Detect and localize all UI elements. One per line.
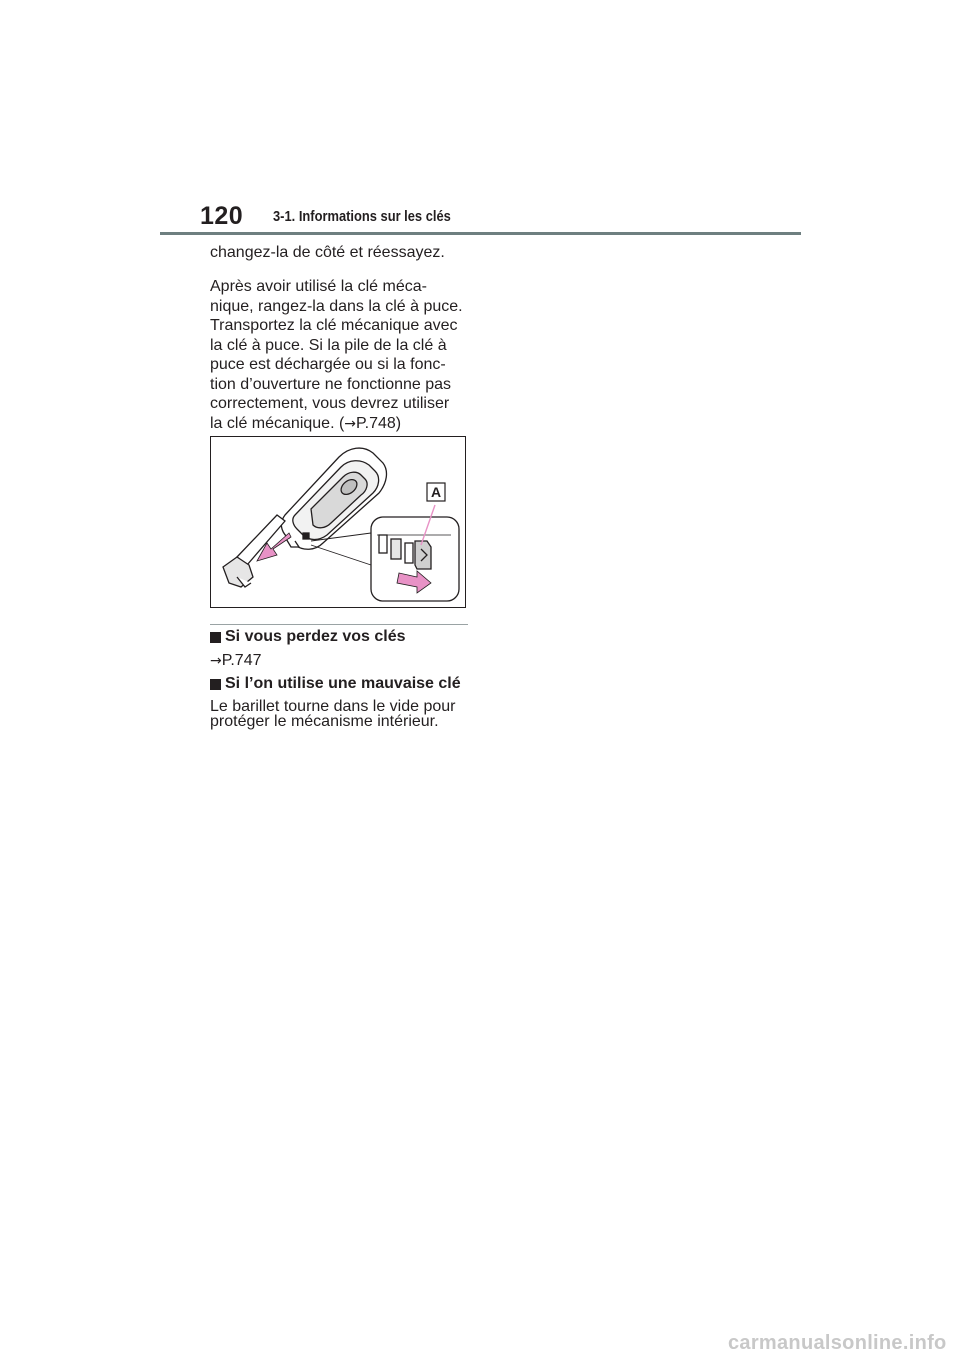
key-illustration: [210, 436, 466, 608]
paragraph-line: Le barillet tourne dans le vide pour: [210, 698, 456, 715]
paragraph-line: protéger le mécanisme intérieur.: [210, 713, 439, 730]
header-rule: [160, 232, 801, 235]
zoom-detail: [371, 517, 459, 601]
bullet-square-icon: [210, 632, 221, 643]
heading-lost-keys: [210, 628, 406, 646]
bullet-square-icon: [210, 679, 221, 690]
arrow-icon: →: [210, 653, 222, 669]
watermark: carmanualsonline.info: [728, 1332, 947, 1354]
paragraph-text: la clé mécanique. (: [210, 414, 345, 432]
paragraph-continued: changez-la de côté et réessayez.: [210, 244, 445, 261]
zoom-connector: [311, 545, 371, 565]
section-title: 3-1. Informations sur les clés: [273, 208, 451, 225]
mechanical-key-blade: [223, 515, 285, 587]
smart-key-drawing: [211, 437, 465, 607]
page-reference-link[interactable]: P.747: [221, 652, 262, 669]
paragraph-line: Après avoir utilisé la clé méca-: [210, 278, 427, 295]
paragraph-line: correctement, vous devrez utiliser: [210, 395, 450, 412]
paragraph-wrong-key: [210, 699, 456, 729]
arrow-icon: →: [344, 415, 357, 432]
paragraph-line: tion d’ouverture ne fonctionne pas: [210, 375, 452, 393]
page-number: 120: [200, 202, 244, 230]
paragraph-line: la clé à puce. Si la pile de la clé à: [210, 336, 447, 354]
page-reference-link[interactable]: P.748): [356, 414, 402, 432]
paragraph-line: nique, rangez-la dans la clé à puce.: [210, 297, 463, 315]
paragraph-mechanical-key: [210, 277, 475, 434]
paragraph-line: [210, 414, 475, 435]
paragraph-line: Transportez la clé mécanique avec: [210, 317, 458, 334]
paragraph-line: puce est déchargée ou si la fonc-: [210, 356, 446, 373]
section-divider: [210, 624, 468, 625]
heading-wrong-key: [210, 675, 461, 693]
callout-label: A: [430, 484, 442, 500]
heading-text: Si vous perdez vos clés: [225, 628, 406, 645]
reference-lost-keys: [210, 652, 261, 670]
heading-text: Si l’on utilise une mauvaise clé: [225, 675, 461, 692]
